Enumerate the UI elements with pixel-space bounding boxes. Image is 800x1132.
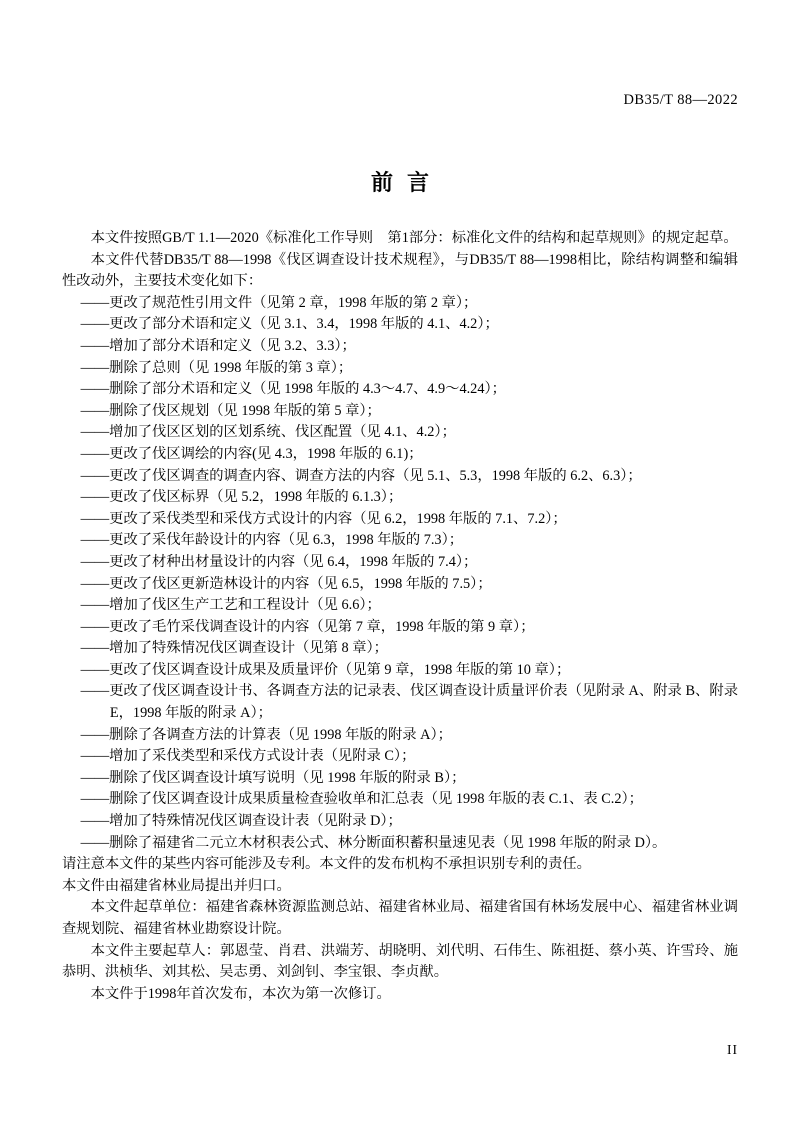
change-item: ——更改了采伐类型和采伐方式设计的内容（见 6.2，1998 年版的 7.1、7.2）； — [80, 510, 567, 527]
change-item: ——增加了伐区生产工艺和工程设计（见 6.6）； — [80, 597, 381, 614]
change-item: ——增加了伐区区划的区划系统、伐区配置（见 4.1、4.2）； — [80, 424, 456, 441]
change-item: ——更改了伐区调绘的内容(见 4.3，1998 年版的 6.1)； — [80, 445, 423, 462]
change-item: ——删除了部分术语和定义（见 1998 年版的 4.3～4.7、4.9～4.24）； — [80, 381, 506, 398]
page-title: 前言 — [370, 170, 443, 195]
change-item: ——更改了伐区调查设计书、各调查方法的记录表、伐区调查设计质量评价表（见附录 A、附录 B、附录 E，1998 年版的附录 A）； — [80, 683, 738, 722]
change-item: ——删除了伐区调查设计成果质量检查验收单和汇总表（见 1998 年版的表 C.1、表 C.2）； — [80, 791, 643, 808]
change-item: ——增加了采伐类型和采伐方式设计表（见附录 C）； — [80, 748, 416, 765]
paragraph-drafting-units: 本文件起草单位：福建省森林资源监测总站、福建省林业局、福建省国有林场发展中心、福建省林业调查规划院、福建省林业勘察设计院。 — [62, 899, 738, 937]
change-item: ——更改了伐区更新造林设计的内容（见 6.5，1998 年版的 7.5）； — [80, 575, 492, 592]
paragraph-intro-1: 本文件按照GB/T 1.1—2020《标准化工作导则 第1部分：标准化文件的结构和起草规则》的规定起草。 — [90, 230, 738, 246]
change-item: ——更改了部分术语和定义（见 3.1、3.4，1998 年版的 4.1、4.2）； — [80, 316, 499, 333]
change-item: ——更改了伐区调查设计成果及质量评价（见第 9 章，1998 年版的第 10 章）； — [80, 661, 571, 678]
paragraph-drafters: 本文件主要起草人：郭恩莹、肖君、洪端芳、胡晓明、刘代明、石伟生、陈祖挺、蔡小英、许雪玲、施恭明、洪桢华、刘其松、吴志勇、刘剑钊、李宝银、李贞猷。 — [62, 942, 738, 981]
page-header-standard-code: DB35/T 88—2022 — [623, 92, 738, 108]
change-item: ——删除了伐区规划（见 1998 年版的第 5 章）； — [80, 402, 381, 419]
change-item: ——增加了特殊情况伐区调查设计（见第 8 章）； — [80, 640, 388, 657]
change-item: ——更改了采伐年龄设计的内容（见 6.3，1998 年版的 7.3）； — [80, 532, 464, 549]
paragraph-proposed-by: 本文件由福建省林业局提出并归口。 — [62, 877, 291, 894]
change-item: ——删除了各调查方法的计算表（见 1998 年版的附录 A）； — [80, 726, 452, 743]
change-item: ——更改了伐区调查的调查内容、调查方法的内容（见 5.1、5.3，1998 年版的 6.2、6.3）； — [80, 467, 642, 484]
change-item: ——更改了规范性引用文件（见第 2 章，1998 年版的第 2 章）； — [80, 294, 478, 311]
change-item: ——更改了伐区标界（见 5.2，1998 年版的 6.1.3）； — [80, 489, 403, 506]
paragraph-patent-notice: 请注意本文件的某些内容可能涉及专利。本文件的发布机构不承担识别专利的责任。 — [62, 856, 591, 873]
paragraph-revision-history: 本文件于1998年首次发布，本次为第一次修订。 — [90, 985, 391, 1002]
change-item: ——删除了福建省二元立木材积表公式、林分断面积蓄积量速见表（见 1998 年版的附录 D）。 — [80, 834, 667, 851]
change-item: ——删除了总则（见 1998 年版的第 3 章）； — [80, 359, 353, 376]
page-number: II — [727, 1042, 738, 1057]
change-item: ——更改了材种出材量设计的内容（见 6.4，1998 年版的 7.4）； — [80, 553, 478, 570]
change-item: ——增加了特殊情况伐区调查设计表（见附录 D）； — [80, 813, 402, 830]
changes-list — [62, 293, 738, 854]
foreword-content — [62, 228, 738, 1005]
paragraph-intro-2: 本文件代替DB35/T 88—1998《伐区调查设计技术规程》，与DB35/T 88—1998相比，除结构调整和编辑性改动外，主要技术变化如下： — [62, 251, 738, 290]
change-item: ——更改了毛竹采伐调查设计的内容（见第 7 章，1998 年版的第 9 章）； — [80, 618, 535, 635]
change-item: ——删除了伐区调查设计填写说明（见 1998 年版的附录 B）； — [80, 769, 466, 786]
change-item: ——增加了部分术语和定义（见 3.2、3.3）； — [80, 337, 356, 354]
